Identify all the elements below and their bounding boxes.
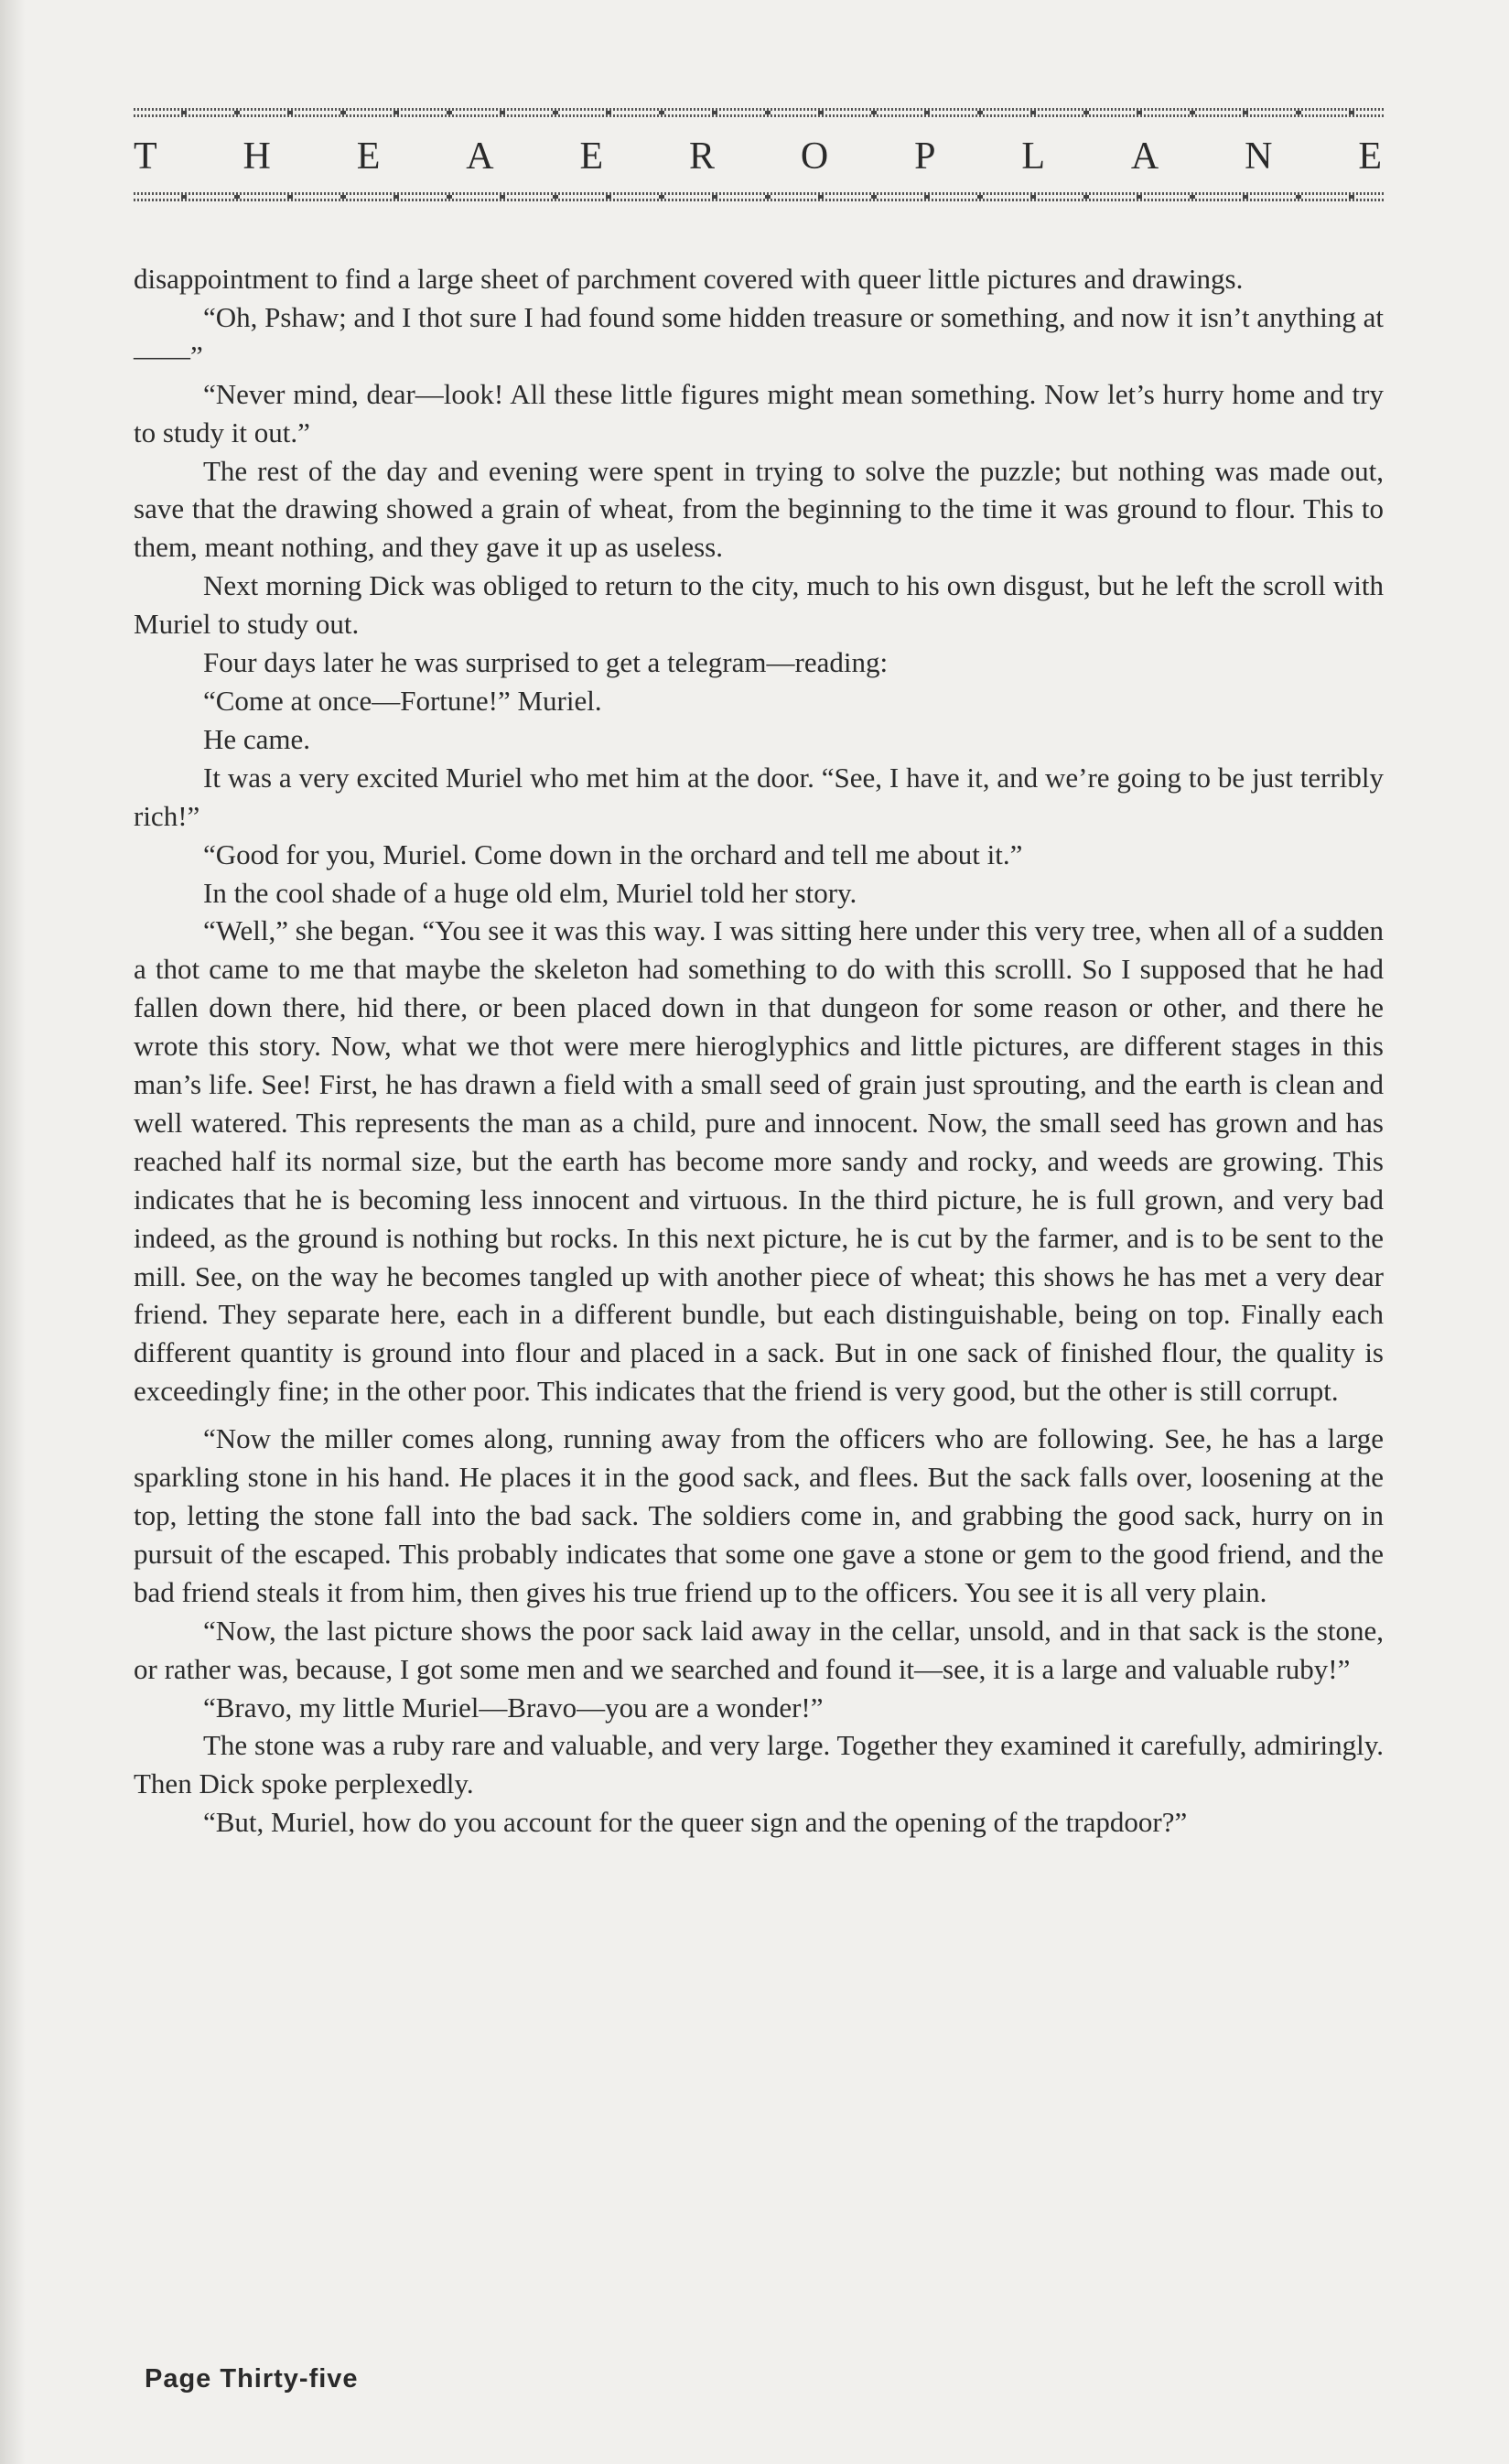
paragraph: Four days later he was surprised to get a telegram—reading: bbox=[203, 646, 889, 679]
title-letter: N bbox=[1245, 135, 1275, 178]
page-edge-shadow bbox=[0, 0, 26, 2464]
story-body bbox=[134, 260, 1384, 1842]
paragraph: It was a very excited Muriel who met him at the door. “See, I have it, and we’re going to be just terribly rich!” bbox=[134, 761, 1384, 832]
paragraph: “Well,” she began. “You see it was this way. I was sitting here under this very tree, when all of a sudden a thot came to me that maybe the skeleton had something to do with this scrolll. So I supposed that he had fallen down there, hid there, or been placed down in that dungeon for some reason or other, and there he wrote this story. Now, what we thot were mere hieroglyphics and little pictures, are different stages in this man’s life. See! First, he has drawn a field with a small seed of grain just sprouting, and the earth is clean and well watered. This represents the man as a child, pure and innocent. Now, the small seed has grown and has reached half its normal size, but the earth has become more sandy and rocky, and weeds are growing. This indicates that he is becoming less innocent and virtuous. In the third picture, he is full grown, and very bad indeed, as the ground is nothing but rocks. In this next picture, he is cut by the farmer, and is to be sent to the mill. See, on the way he becomes tangled up with another piece of wheat; this shows he has met a very dear friend. They separate here, each in a different bundle, but each distinguishable, being on top. Finally each different quantity is ground into flour and placed in a sack. But in one sack of finished flour, the quality is exceedingly fine; in the other poor. This indicates that the friend is very good, but the other is still corrupt. bbox=[134, 914, 1384, 1408]
paragraph: “Now the miller comes along, running away from the officers who are following. See, he has a large sparkling stone in his hand. He places it in the good sack, and flees. But the sack falls over, loosening at the top, letting the stone fall into the bad sack. The soldiers come in, and grabbing the good sack, hurry on in pursuit of the escaped. This probably indicates that some one gave a stone or gem to the good friend, and the bad friend steals it from him, then gives his true friend up to the officers. You see it is all very plain. bbox=[134, 1422, 1384, 1608]
page-number: Page Thirty-five bbox=[145, 2364, 359, 2394]
title-letter: E bbox=[1358, 135, 1384, 178]
paragraph: The stone was a ruby rare and valuable, and very large. Together they examined it carefully, admiringly. Then Dick spoke perplexedly. bbox=[134, 1729, 1384, 1800]
paragraph: The rest of the day and evening were spent in trying to solve the puzzle; but nothing was made out, save that the drawing showed a grain of wheat, from the beginning to the time it was ground to flour. This to them, meant nothing, and they gave it up as useless. bbox=[134, 454, 1384, 564]
paragraph: “Oh, Pshaw; and I thot sure I had found some hidden treasure or something, and now it isn’t anything at——” bbox=[134, 300, 1384, 372]
magazine-title bbox=[134, 137, 1384, 176]
paragraph: disappointment to find a large sheet of parchment covered with queer little pictures and drawings. bbox=[134, 263, 1244, 295]
bottom-ornamental-rule bbox=[134, 192, 1384, 201]
paragraph: “But, Muriel, how do you account for the queer sign and the opening of the trapdoor?” bbox=[203, 1806, 1188, 1839]
paragraph: In the cool shade of a huge old elm, Muriel told her story. bbox=[203, 876, 857, 909]
title-letter: A bbox=[1130, 135, 1161, 178]
title-letter: P bbox=[914, 135, 938, 178]
paragraph: “Never mind, dear—look! All these little figures might mean something. Now let’s hurry home and try to study it out.” bbox=[134, 377, 1384, 448]
title-letter: T bbox=[134, 135, 159, 178]
paragraph: “Good for you, Muriel. Come down in the orchard and tell me about it.” bbox=[203, 838, 1023, 870]
title-letter: H bbox=[243, 135, 273, 178]
paragraph: “Now, the last picture shows the poor sack laid away in the cellar, unsold, and in that sack is the stone, or rather was, because, I got some men and we searched and found it—see, it is a large and valuable ruby!” bbox=[134, 1614, 1384, 1685]
title-letter: A bbox=[466, 135, 496, 178]
title-letter: E bbox=[356, 135, 383, 178]
top-ornamental-rule bbox=[134, 108, 1384, 117]
paragraph: He came. bbox=[203, 722, 311, 755]
title-letter: E bbox=[579, 135, 606, 178]
title-letter: O bbox=[800, 135, 831, 178]
running-header bbox=[134, 108, 1384, 201]
title-letter: L bbox=[1021, 135, 1048, 178]
title-letter: R bbox=[689, 135, 717, 178]
paragraph: Next morning Dick was obliged to return to the city, much to his own disgust, but he left the scroll with Muriel to study out. bbox=[134, 569, 1384, 641]
paragraph: “Come at once—Fortune!” Muriel. bbox=[203, 684, 602, 717]
paragraph: “Bravo, my little Muriel—Bravo—you are a wonder!” bbox=[203, 1691, 824, 1724]
